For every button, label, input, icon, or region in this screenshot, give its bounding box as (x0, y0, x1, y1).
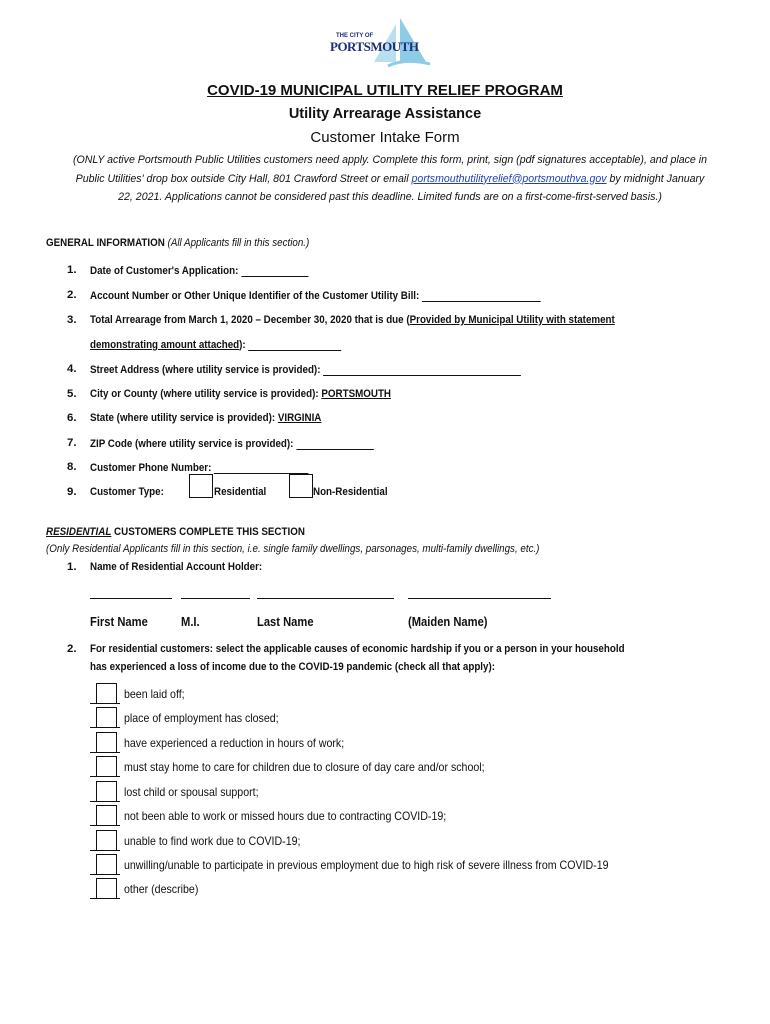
form-name: Customer Intake Form (310, 129, 460, 146)
hardship-label: place of employment has closed; (124, 711, 279, 725)
field-phone: Customer Phone Number: (90, 461, 309, 474)
hardship-checkbox[interactable] (96, 707, 117, 728)
maiden-name-input[interactable] (408, 598, 551, 599)
hardship-label: been laid off; (124, 687, 185, 701)
hardship-check-line (90, 898, 120, 899)
hardship-check-line (90, 850, 120, 851)
residential-checkbox[interactable] (189, 474, 213, 498)
hardship-checkbox[interactable] (96, 732, 117, 753)
hardship-checkbox[interactable] (96, 756, 117, 777)
field-total-arrearage-cont: demonstrating amount attached): (90, 338, 341, 351)
item-number: 7. (67, 437, 77, 449)
field-application-date: Date of Customer's Application: (90, 264, 308, 277)
intro-instructions: (ONLY active Portsmouth Public Utilities customers need apply. Complete this form, print, sign (pdf signatures acceptable), and place in Public Utilities' drop box outside City Hall, 801 Crawford Street or email portsmouthutilityrelief@portsmouthva.gov by midnight January 22, 2021. Applications cannot be considered past this deadline. Limited funds are on a first-come-first-served basis.) (73, 154, 707, 203)
relief-email-link[interactable]: portsmouthutilityrelief@portsmouthva.gov (411, 172, 607, 185)
hardship-checkbox[interactable] (96, 854, 117, 875)
item-number: 8. (67, 461, 77, 473)
hardship-question-line1: For residential customers: select the applicable causes of economic hardship if you or a person in your household (90, 643, 625, 655)
zip-input[interactable] (296, 437, 373, 450)
hardship-label: lost child or spousal support; (124, 785, 259, 799)
field-total-arrearage: Total Arrearage from March 1, 2020 – December 30, 2020 that is due (Provided by Municipal Utility with statement (90, 314, 615, 326)
field-street-address: Street Address (where utility service is provided): (90, 363, 521, 376)
hardship-checkbox[interactable] (96, 830, 117, 851)
hardship-check-line (90, 874, 120, 875)
form-title: COVID-19 MUNICIPAL UTILITY RELIEF PROGRAM (207, 82, 563, 99)
maiden-name-label: (Maiden Name) (408, 614, 488, 629)
item-number: 9. (67, 486, 77, 498)
hardship-label: must stay home to care for children due to closure of day care and/or school; (124, 760, 485, 774)
item-number: 3. (67, 314, 77, 326)
field-city-county: City or County (where utility service is provided): PORTSMOUTH (90, 388, 392, 400)
street-address-input[interactable] (323, 363, 521, 376)
general-info-heading: GENERAL INFORMATION (All Applicants fill in this section.) (46, 237, 310, 249)
middle-initial-input[interactable] (181, 598, 250, 599)
residential-note: (Only Residential Applicants fill in this section, i.e. single family dwellings, parsonages, multi-family dwellings, etc.) (46, 543, 540, 555)
non-residential-option-label: Non-Residential (313, 486, 388, 498)
residential-heading: RESIDENTIAL CUSTOMERS COMPLETE THIS SECTION (46, 526, 305, 538)
hardship-check-line (90, 776, 120, 777)
hardship-checkbox[interactable] (96, 878, 117, 899)
item-number: 2. (67, 289, 77, 301)
item-number: 5. (67, 388, 77, 400)
hardship-label: not been able to work or missed hours due to contracting COVID-19; (124, 809, 447, 823)
item-number: 1. (67, 264, 77, 276)
first-name-input[interactable] (90, 598, 172, 599)
hardship-checkbox[interactable] (96, 805, 117, 826)
account-number-input[interactable] (422, 289, 541, 302)
hardship-check-line (90, 727, 120, 728)
logo-main-text: PORTSMOUTH (330, 39, 419, 54)
item-number: 2. (67, 643, 77, 655)
hardship-label: unwilling/unable to participate in previous employment due to high risk of severe illness from COVID-19 (124, 858, 609, 872)
hardship-check-line (90, 703, 120, 704)
phone-input[interactable] (214, 461, 309, 474)
field-customer-type: Customer Type: (90, 486, 164, 498)
non-residential-checkbox[interactable] (289, 474, 313, 498)
first-name-label: First Name (90, 614, 148, 629)
residential-option-label: Residential (214, 486, 267, 498)
logo-small-text: THE CITY OF (336, 33, 374, 39)
total-arrearage-input[interactable] (248, 338, 341, 351)
city-logo (330, 14, 440, 74)
hardship-check-line (90, 825, 120, 826)
state-value[interactable]: VIRGINIA (277, 412, 322, 424)
hardship-label: have experienced a reduction in hours of work; (124, 736, 345, 750)
hardship-check-line (90, 801, 120, 802)
last-name-label: Last Name (257, 614, 314, 629)
field-account-number: Account Number or Other Unique Identifier of the Customer Utility Bill: (90, 289, 541, 302)
form-subtitle: Utility Arrearage Assistance (288, 106, 482, 122)
hardship-check-line (90, 752, 120, 753)
field-state: State (where utility service is provided): VIRGINIA (90, 412, 322, 424)
hardship-label: unable to find work due to COVID-19; (124, 834, 301, 848)
middle-initial-label: M.I. (181, 614, 200, 629)
hardship-question-line2: has experienced a loss of income due to the COVID-19 pandemic (check all that apply): (90, 661, 496, 673)
last-name-input[interactable] (257, 598, 394, 599)
item-number: 4. (67, 363, 77, 375)
hardship-label: other (describe) (124, 882, 199, 896)
city-county-value[interactable]: PORTSMOUTH (321, 388, 392, 400)
application-date-input[interactable] (241, 264, 308, 277)
account-holder-question: Name of Residential Account Holder: (90, 561, 263, 573)
hardship-checkbox[interactable] (96, 683, 117, 704)
hardship-checkbox[interactable] (96, 781, 117, 802)
field-zip: ZIP Code (where utility service is provided): (90, 437, 374, 450)
item-number: 6. (67, 412, 77, 424)
item-number: 1. (67, 561, 77, 573)
